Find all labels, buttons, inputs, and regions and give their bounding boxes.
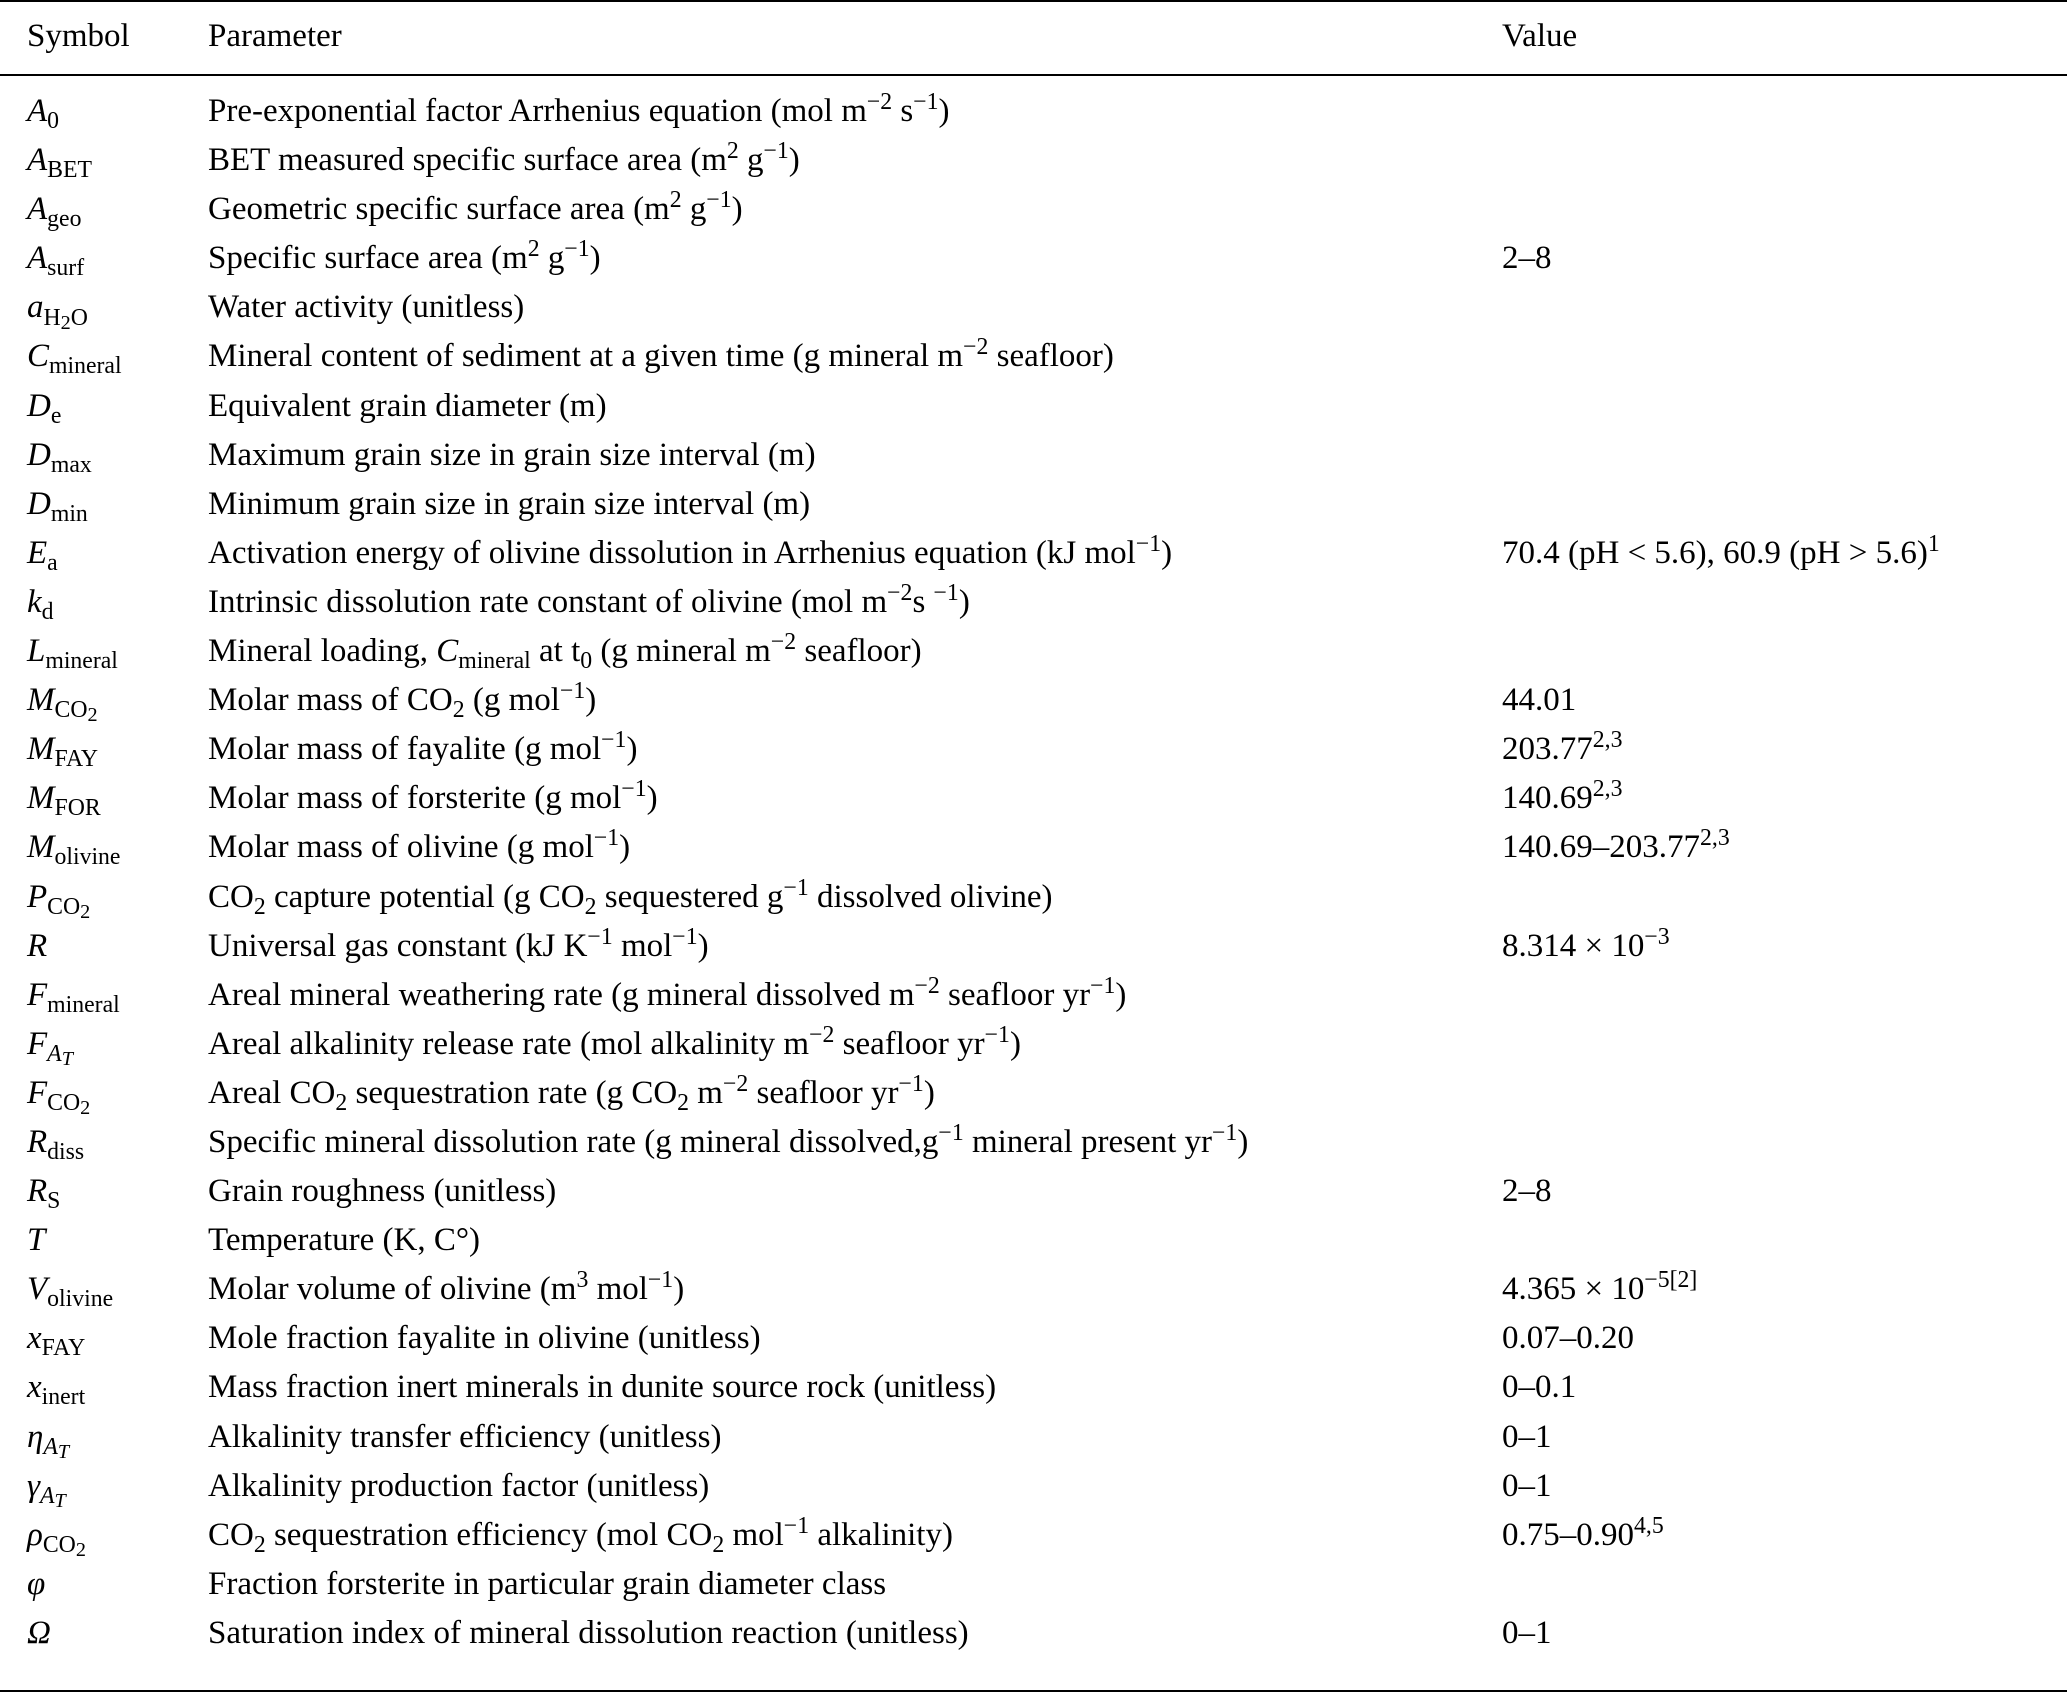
symbol-cell: $\gamma_{A_T}$	[27, 1467, 66, 1512]
value-cell: 203.77$^{2,3}$	[1502, 727, 1623, 768]
symbol-cell: $k_d$	[27, 583, 54, 626]
parameter-cell: Molar mass of fayalite (g mol$^{-1}$)	[208, 727, 638, 768]
table-row	[0, 238, 2067, 287]
parameter-cell: Mass fraction inert minerals in dunite source rock (unitless)	[208, 1369, 997, 1406]
value-cell: $4.365 \times 10^{-5[2]}$	[1502, 1267, 1698, 1308]
parameter-cell: BET measured specific surface area ($m^2$ $g^{-1}$)	[208, 138, 800, 179]
symbol-cell: $\eta_{A_T}$	[27, 1418, 70, 1463]
parameter-cell: Alkalinity production factor (unitless)	[208, 1467, 710, 1504]
table-row	[0, 336, 2067, 385]
parameter-cell: Alkalinity transfer efficiency (unitless)	[208, 1418, 722, 1455]
value-cell: $8.314 \times 10^{-3}$	[1502, 923, 1670, 964]
parameter-cell: Saturation index of mineral dissolution reaction (unitless)	[208, 1614, 969, 1651]
value-cell: 0–1	[1502, 1467, 1552, 1504]
parameter-cell: Minimum grain size in grain size interval (m)	[208, 485, 811, 522]
symbol-cell: $x_{inert}$	[27, 1369, 86, 1411]
header-parameter: Parameter	[208, 18, 342, 54]
symbol-cell: $x_{FAY}$	[27, 1320, 86, 1362]
table-row	[0, 923, 2067, 975]
table-row	[0, 1367, 2067, 1416]
symbol-cell: $A_{geo}$	[27, 191, 82, 233]
symbol-cell: Ω	[27, 1614, 51, 1651]
symbol-cell: $R_S$	[27, 1173, 61, 1215]
value-cell: 0–1	[1502, 1418, 1552, 1455]
parameter-cell: Activation energy of olivine dissolution in Arrhenius equation (kJ mol$^{-1}$)	[208, 530, 1173, 571]
symbol-cell: $M_{olivine}$	[27, 829, 121, 871]
symbol-cell: $R_{diss}$	[27, 1123, 85, 1166]
table-body	[0, 91, 2067, 1662]
table-row	[0, 484, 2067, 533]
symbol-cell: $L_{mineral}$	[27, 633, 118, 675]
parameter-cell: Areal alkalinity release rate (mol alkalinity $m^{-2}$ seafloor $yr^{-1}$)	[208, 1021, 1021, 1062]
symbol-cell: $F_{mineral}$	[27, 976, 120, 1018]
table-row	[0, 140, 2067, 189]
table-row	[0, 91, 2067, 140]
parameter-cell: $CO_2$ sequestration efficiency (mol $CO_2$ mol$^{-1}$ alkalinity)	[208, 1512, 953, 1558]
parameter-cell: Areal $CO_2$ sequestration rate (g $CO_2$ $m^{-2}$ seafloor $yr^{-1}$)	[208, 1071, 935, 1116]
parameter-cell: Specific mineral dissolution rate (g mineral $dissolved,g^{-1}$ mineral present $yr^{-1}$)	[208, 1120, 1249, 1160]
table-row	[0, 1417, 2067, 1466]
table-bottom-rule	[0, 1690, 2067, 1692]
header-symbol: Symbol	[27, 18, 130, 54]
table-row	[0, 1512, 2067, 1564]
parameter-cell: Grain roughness (unitless)	[208, 1173, 557, 1210]
table-row	[0, 1269, 2067, 1318]
symbol-cell: $A_0$	[27, 93, 60, 135]
parameter-cell: Geometric specific surface area ($m^2$ $g^{-1}$)	[208, 187, 743, 228]
header-rule	[0, 74, 2067, 76]
parameter-cell: Molar mass of forsterite (g mol$^{-1}$)	[208, 776, 658, 817]
value-cell: 140.69–203.77$^{2,3}$	[1502, 825, 1730, 866]
table-row	[0, 1466, 2067, 1515]
parameter-cell: Equivalent grain diameter (m)	[208, 387, 607, 424]
parameter-cell: Pre-exponential factor Arrhenius equation (mol $m^{-2}$ $s^{-1}$)	[208, 89, 950, 129]
value-cell: 2–8	[1502, 1173, 1552, 1210]
value-cell: 0–1	[1502, 1614, 1552, 1651]
table-row	[0, 972, 2067, 1024]
symbol-cell: $F_{A_T}$	[27, 1025, 73, 1070]
table-row	[0, 582, 2067, 631]
symbol-cell: $D_{min}$	[27, 485, 88, 527]
table-row	[0, 827, 2067, 876]
symbol-cell: T	[27, 1222, 46, 1259]
table-row	[0, 680, 2067, 729]
value-cell: 44.01	[1502, 682, 1577, 719]
symbol-cell: $A_{surf}$	[27, 240, 85, 282]
value-cell: 140.69$^{2,3}$	[1502, 776, 1623, 817]
table-row	[0, 1171, 2067, 1220]
symbol-cell: $E_a$	[27, 534, 58, 576]
symbol-cell: φ	[27, 1565, 46, 1602]
table-row	[0, 874, 2067, 926]
parameter-cell: Universal gas constant (kJ $K^{-1}$ mol$^{-1}$)	[208, 923, 709, 964]
table-row	[0, 287, 2067, 336]
parameter-cell: Molar volume of olivine ($m^3$ mol$^{-1}$)	[208, 1267, 685, 1308]
table-top-rule	[0, 0, 2067, 2]
symbol-cell: $M_{FOR}$	[27, 780, 101, 822]
parameter-cell: Fraction forsterite in particular grain diameter class	[208, 1565, 887, 1602]
table-row	[0, 1564, 2067, 1613]
symbol-cell: $F_{CO_2}$	[27, 1074, 91, 1120]
symbol-cell: $a_{H_2O}$	[27, 289, 88, 334]
table-row	[0, 778, 2067, 827]
parameter-cell: Mole fraction fayalite in olivine (unitless)	[208, 1320, 761, 1357]
table-row	[0, 631, 2067, 680]
symbol-cell: $D_{max}$	[27, 436, 92, 478]
symbol-cell: $D_e$	[27, 387, 62, 429]
value-cell: 70.4 (pH < 5.6), 60.9 (pH > 5.6)$^1$	[1502, 530, 1940, 571]
header-value: Value	[1502, 18, 1578, 54]
symbol-cell: $C_{mineral}$	[27, 338, 122, 380]
table-row	[0, 1613, 2067, 1662]
parameter-cell: Temperature (K, C°)	[208, 1222, 481, 1259]
parameter-cell: Mineral content of sediment at a given time (g mineral $m^{-2}$ seafloor)	[208, 334, 1114, 375]
value-cell: 0–0.1	[1502, 1369, 1577, 1406]
symbol-cell: $A_{BET}$	[27, 142, 93, 184]
table-row	[0, 435, 2067, 484]
symbol-cell: $V_{olivine}$	[27, 1271, 114, 1313]
symbol-cell: $M_{FAY}$	[27, 731, 99, 773]
table-row	[0, 1318, 2067, 1367]
parameter-cell: Molar mass of $CO_2$ (g mol$^{-1}$)	[208, 678, 597, 724]
parameter-cell: Intrinsic dissolution rate constant of olivine (mol $m^{-2}s$ $^{-1}$)	[208, 580, 970, 620]
value-cell: 0.07–0.20	[1502, 1320, 1634, 1357]
table-row	[0, 729, 2067, 778]
parameter-cell: Areal mineral weathering rate (g mineral dissolved $m^{-2}$ seafloor $yr^{-1}$)	[208, 972, 1127, 1013]
parameter-cell: $CO_2$ capture potential (g $CO_2$ sequestered $g^{-1}$ dissolved olivine)	[208, 874, 1053, 920]
parameter-cell: Mineral loading, $C_{mineral}$ at $t_0$ (g mineral $m^{-2}$ seafloor)	[208, 629, 922, 675]
table-row	[0, 1220, 2067, 1269]
value-cell: 0.75–0.90$^{4,5}$	[1502, 1512, 1664, 1553]
table-row	[0, 1122, 2067, 1171]
parameter-cell: Specific surface area ($m^2$ $g^{-1}$)	[208, 236, 601, 277]
symbol-cell: R	[27, 927, 48, 964]
parameter-cell: Maximum grain size in grain size interval (m)	[208, 436, 816, 473]
parameter-cell: Water activity (unitless)	[208, 289, 525, 326]
table-row	[0, 1073, 2067, 1122]
symbol-cell: $M_{CO_2}$	[27, 682, 98, 727]
table-row	[0, 1021, 2067, 1073]
parameter-cell: Molar mass of olivine (g mol$^{-1}$)	[208, 825, 631, 866]
value-cell: 2–8	[1502, 240, 1552, 277]
symbol-cell: $\rho_{CO_2}$	[27, 1516, 86, 1561]
table-row	[0, 386, 2067, 435]
table-row	[0, 189, 2067, 238]
symbol-cell: $P_{CO_2}$	[27, 878, 91, 923]
table-row	[0, 530, 2067, 582]
